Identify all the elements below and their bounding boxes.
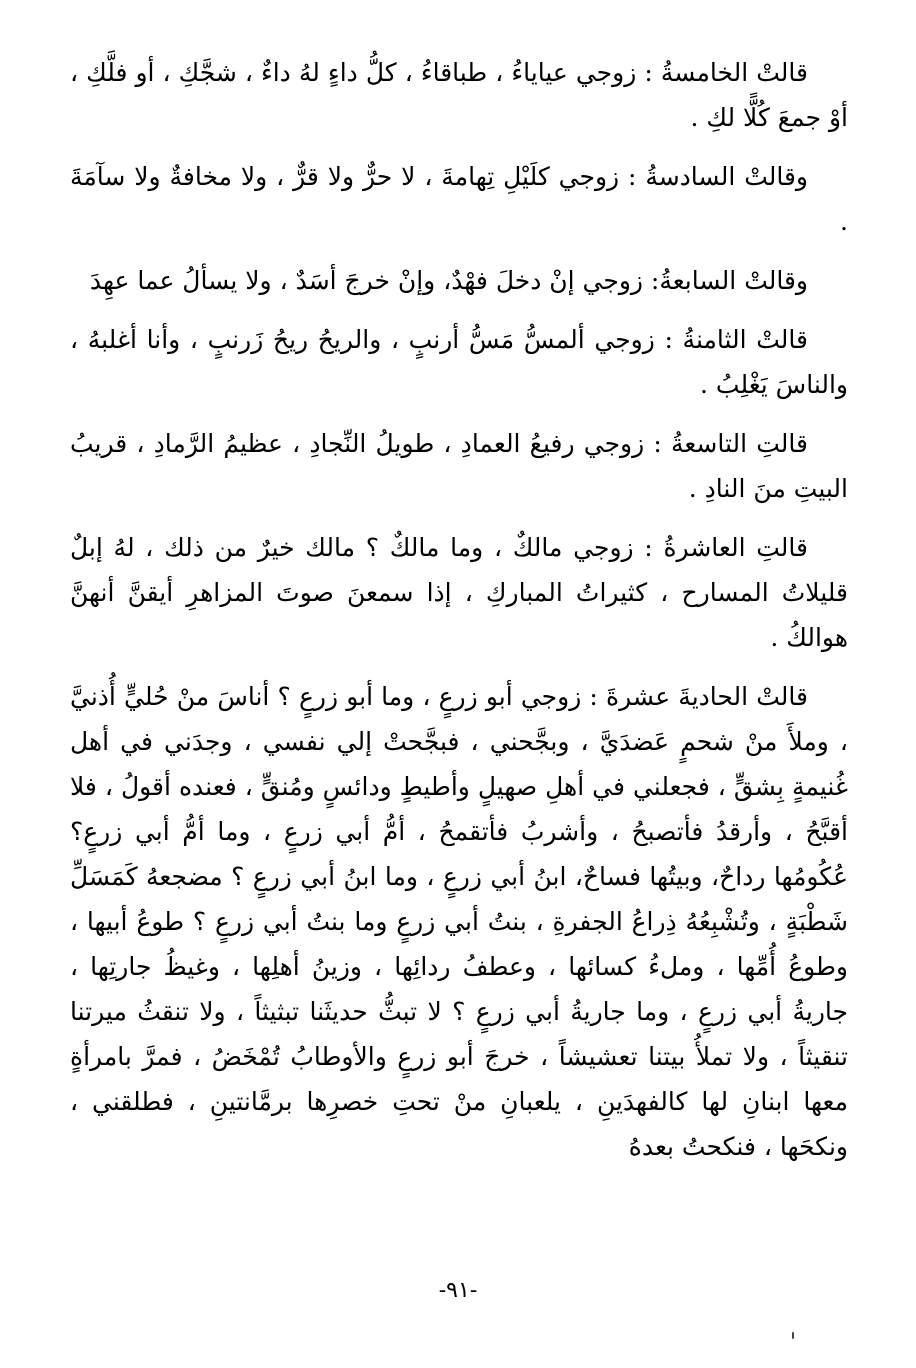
- paragraph-tenth: قالتِ العاشرةُ : زوجي مالكٌ ، وما مالكٌ ؟ مالك خيرٌ من ذلك ، لهُ إبلٌ قليلاتُ المسارح ، كثيراتُ المباركِ ، إذا سمعنَ صوتَ المزاهرِ أيقنَّ أنهنَّ هوالكُ .: [70, 533, 848, 652]
- paragraph-sixth: وقالتْ السادسةُ : زوجي كلَيْلِ تِهامةَ ، لا حرٌّ ولا قرٌّ ، ولا مخافةٌ ولا سآمَةَ .: [70, 162, 848, 236]
- paragraph-seventh: وقالتْ السابعةُ: زوجي إنْ دخلَ فهْدٌ، وإنْ خرجَ أسَدٌ ، ولا يسألُ عما عهِدَ: [89, 266, 808, 295]
- paragraph-fifth: قالتْ الخامسةُ : زوجي عياياءُ ، طباقاءُ ، كلُّ داءٍ لهُ داءٌ ، شجَّكِ ، أو فلَّكِ ، أوْ جمعَ كُلًّا لكِ .: [70, 58, 848, 132]
- scan-speck: [792, 1332, 794, 1339]
- paragraph-ninth: قالتِ التاسعةُ : زوجي رفيعُ العمادِ ، طويلُ النِّجادِ ، عظيمُ الرَّمادِ ، قريبُ البيتِ منَ النادِ .: [70, 429, 848, 503]
- paragraph-eighth: قالتْ الثامنةُ : زوجي ألمسُّ مَسُّ أرنبٍ ، والريحُ ريحُ زَرنبٍ ، وأنا أغلبهُ ، والناسَ يَغْلِبُ .: [70, 325, 848, 399]
- paragraph-eleventh: قالتْ الحاديةَ عشرةَ : زوجي أبو زرعٍ ، وما أبو زرعٍ ؟ أناسَ منْ حُليٍّ أُذنيَّ ، وملأَ منْ شحمٍ عَضدَيَّ ، وبجَّحني ، فبجَّحتْ إلي نفسي ، وجدَني في أهل غُنيمةٍ بِشقٍّ ، فجعلني في أهلِ صهيلٍ وأطيطٍ ودائسٍ ومُنقٍّ ، فعنده أقولُ ، فلا أقبَّحُ ، وأرقدُ فأتصبحُ ، وأشربُ فأتقمحُ ، أمُّ أبي زرعٍ ، وما أمُّ أبي زرعٍ؟ عُكُومُها رداحٌ، وبيتُها فساحٌ، ابنُ أبي زرعٍ ، وما ابنُ أبي زرعٍ ؟ مضجعهُ كَمَسَلِّ شَطْبَةٍ ، وتُشْبِعُهُ ذِراعُ الجفرةِ ، بنتُ أبي زرعٍ وما بنتُ أبي زرعٍ ؟ طوعُ أبيها ، وطوعُ أُمِّها ، وملءُ كسائها ، وعطفُ ردائِها ، وزينُ أهلِها ، وغيظُ جارتِها ، جاريةُ أبي زرعٍ ، وما جاريةُ أبي زرعٍ ؟ لا تبثُّ حديثَنا تبثيثاً ، ولا تنقثُ ميرتنا تنقيثاً ، ولا تملأُ بيتنا تعشيشاً ، خرجَ أبو زرعٍ والأوطابُ تُمْخَضُ ، فمرَّ بامرأةٍ معها ابنانِ لها كالفهدَينِ ، يلعبانِ منْ تحتِ خصرِها برمَّانتينِ ، فطلقني ، ونكحَها ، فنكحتُ بعدهُ: [70, 682, 848, 1161]
- page-number: -٩١-: [438, 1278, 478, 1303]
- page-body: [70, 50, 848, 1310]
